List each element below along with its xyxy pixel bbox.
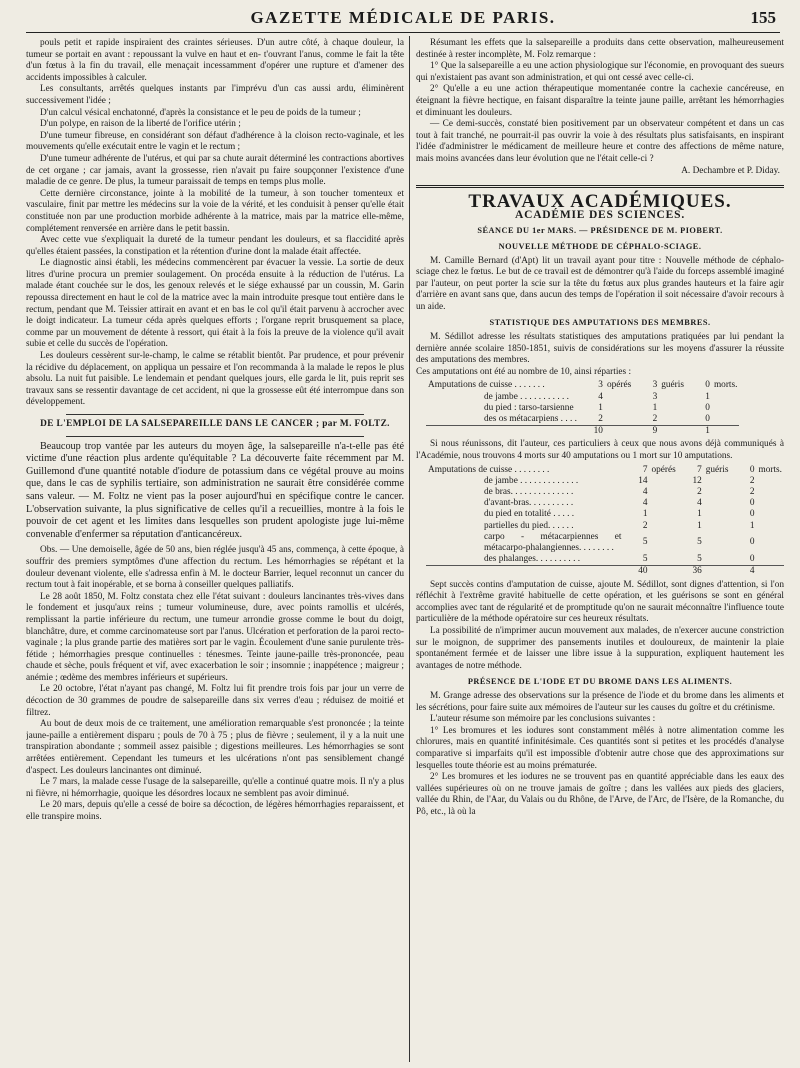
table-row [426, 532, 784, 554]
table-cell [756, 476, 784, 487]
table-cell: Amputations de cuisse . . . . . . . [428, 380, 545, 391]
left-paragraphs-1 [26, 38, 404, 409]
paragraph: M. Grange adresse des observations sur la présence de l'iode et du brome dans les aliments et les sécrétions, pour faire suite aux mémoires de l'auteur sur les causes du goître et du crétinisme. [416, 691, 784, 713]
table-cell [649, 476, 677, 487]
table-cell [756, 566, 784, 578]
table-cell: 2 [652, 414, 658, 425]
table-cell: guéris [661, 380, 684, 391]
table-cell: partielles du pied. . . . . . [484, 520, 574, 531]
table-row [426, 392, 739, 403]
table-cell: 1 [598, 402, 603, 413]
paragraph: D'une tumeur adhérente de l'utérus, et qui par sa chute aurait déterminé les contractions abortives de cet organe ; car jamais, avant la grossesse, rien n'avait pu faire soupçonner l'existence d'une maladie de ce genre. De plus, la tumeur paraissait de temps en temps plus molle. [26, 153, 404, 188]
table-cell [649, 509, 677, 520]
table-cell: 0 [749, 498, 755, 509]
table-cell: 4 [642, 487, 648, 498]
table-cell [649, 566, 677, 578]
table-cell: 5 [697, 537, 702, 548]
table-cell [605, 426, 633, 438]
journal-title: GAZETTE MÉDICALE DE PARIS. [250, 8, 556, 27]
paragraph: Beaucoup trop vantée par les auteurs du moyen âge, la salsepareille n'a-t-elle pas été victime d'une réaction plus ardente qu'équitable ? La découverte faite récemment par M. Guillemond d'une quantité notable d'iodure de potassium dans ce végétal prouve au moins que, dans le cas de syphilis tertiaire, son administration ne saurait être considérée comme sans valeur. — M. Foltz ne vient pas la poser aujourd'hui en spécifique contre le cancer. L'observation suivante, la plus significative de celles qu'il a recueillies, montre à la fois le pouvoir de cet agent et les limites dans lesquelles son prudent apologiste juge lui-même convenable d'enfermer sa réputation d'anticancéreux. [26, 440, 404, 540]
page-number: 155 [750, 8, 776, 27]
table-row [426, 465, 784, 476]
paragraph: Avec cette vue s'expliquait la dureté de la tumeur pendant les douleurs, et sa flaccidité après qu'elles étaient passées, la constipation et la rétention d'urine dont la malade était affectée. [26, 235, 404, 257]
table-cell: de bras. . . . . . . . . . . . . . [484, 487, 574, 498]
paragraph: 2° Les bromures et les iodures ne se trouvent pas en quantité appréciable dans les eaux des vallées supérieures où on ne trouve jamais de goître ; dans les vallées aux pieds des glaciers, vallée du Rhin, de l'Aar, du Valais ou du Rhône, de l'Arve, de l'Arc, de l'Isère, de la Romanche, du Pô, etc., là où la [416, 772, 784, 817]
table-cell [712, 392, 740, 403]
table-cell: 2 [749, 487, 755, 498]
table-cell [649, 521, 677, 532]
paragraph: Le 7 mars, la malade cesse l'usage de la salsepareille, qu'elle a continué quatre mois. Il n'y a plus ni fièvre, ni hémorrhagie, quoique les désordres locaux ne semblent pas avoir diminué. [26, 777, 404, 799]
table-cell: 5 [642, 537, 648, 548]
table-cell: 2 [697, 487, 702, 498]
table-row [426, 476, 784, 487]
paragraph: L'auteur résume son mémoire par les conclusions suivantes : [430, 714, 656, 725]
paragraph: D'une tumeur fibreuse, en considérant son défaut d'adhérence à la cloison recto-vaginale, et les mouvements qu'elle exécutait entre le vagin et le rectum ; [26, 130, 404, 153]
table-cell [704, 509, 731, 520]
paragraph: 2° Qu'elle a eu une action thérapeutique momentanée contre la cachexie cancéreuse, en éteignant la fièvre hectique, en faisant disparaître la teinte jaune paille, arrêtant les hémorrhagies et diminuant les douleurs. [416, 84, 784, 118]
table-cell [649, 554, 677, 566]
table-cell [756, 498, 784, 509]
heading-iode: PRÉSENCE DE L'IODE ET DU BROME DANS LES ALIMENTS. [467, 677, 733, 687]
table-cell [605, 392, 633, 403]
table-cell: des os métacarpiens . . . . [484, 414, 577, 425]
paragraph: Le 20 mars, depuis qu'elle a cessé de boire sa décoction, de légères hémorrhagies reparaissent, et elle transpire moins. [26, 800, 404, 822]
left-paragraphs-3 [26, 545, 404, 823]
signature: A. Dechambre et P. Diday. [681, 165, 780, 176]
table-cell: 1 [652, 402, 658, 413]
paragraph: Au bout de deux mois de ce traitement, une amélioration remarquable s'est prononcée ; la teinte jaune-paille a entièrement disparu ; pouls de 70 à 75 ; plus de fièvre ; seulement, il y a la nuit une transpiration abondante ; sommeil assez paisible ; digestions meilleures. Les hémorrhagies se sont arrêtées entièrement. Cependant les tumeurs et les ulcérations n'ont pas sensiblement changé d'aspect. Les douleurs lancinantes ont diminué. [26, 719, 404, 776]
table-cell [649, 498, 677, 509]
table-cell: 9 [633, 426, 659, 438]
paragraph: 1° Les bromures et les iodures sont constamment mêlés à notre alimentation comme les chlorures, mais en quantité infinitésimale. Ces quantités sont si petites et les procédés d'analyse comparative si imparfaits qu'il est impossible d'obtenir autre chose que des approximations sur lesquelles toute théorie est au moins prématurée. [416, 725, 784, 771]
paragraph: Le diagnostic ainsi établi, les médecins commencèrent par évacuer la vessie. La sortie de deux litres d'urine procura un premier soulagement. On procéda ensuite à la réduction de l'utérus. La malade étant couchée sur le dos, les genoux relevés et le siége exhaussé par un coussin, M. Garin repoussa directement en haut le col de la matrice avec la main introduite presque tout entière dans le rectum, pendant que M. Teissier attirait en avant et en bas le col qu'il était parvenu à accrocher avec le doigt indicateur. La tumeur céda après quelques efforts ; l'organe reprit brusquement sa place, comme par un mouvement de détente à ressort, qui était à la fois la preuve de la violence qu'il avait subie et celle du succès de l'opération. [26, 258, 404, 350]
table-row [426, 380, 739, 391]
table-cell: 3 [598, 380, 603, 391]
table-row [426, 521, 784, 532]
table-cell: des phalanges. . . . . . . . . . [484, 554, 581, 565]
table-cell [659, 392, 686, 403]
paragraph: Résumant les effets que la salsepareille a produits dans cette observation, malheureusement destinée à rester incomplète, M. Folz remarque : [416, 38, 784, 60]
table-cell: 4 [730, 566, 756, 578]
table-cell [704, 487, 731, 498]
table-cell [426, 566, 623, 578]
table-cell: guéris [705, 464, 729, 475]
paragraph: Le 20 octobre, l'état n'ayant pas changé, M. Foltz lui fit prendre trois fois par jour un verre de décoction de 30 grammes de poudre de salsepareille dans six verres d'eau ; réduisez de moitié et filtrez. [26, 684, 404, 718]
table-cell: 10 [579, 426, 605, 438]
section-divider [66, 414, 364, 415]
table-cell: 7 [697, 464, 702, 475]
right-column [416, 38, 784, 1060]
page-header [26, 6, 780, 33]
table-cell: 0 [705, 402, 710, 413]
table-row [426, 403, 739, 414]
table-cell: carpo - métacarpiennes et métacarpo-phalangiennes. . . . . . . . [484, 531, 622, 554]
section-divider [66, 436, 364, 437]
table-cell: d'avant-bras. . . . . . . . . . [484, 498, 574, 509]
paragraph-cephalo: M. Camille Bernard (d'Apt) lit un travail ayant pour titre : Nouvelle méthode de céphalo-sciage chez le fœtus. Le but de ce travail est de démontrer qu'à l'aide du forceps assemblé imaginé par l'auteur, on peut porter la scie sur la tête du fœtus aux plus grandes hauteurs et la faire agir d'arrière en avant sans que, dans aucun des temps de l'opération il soit nécessaire d'avoir recours à un aide. [416, 255, 784, 312]
table-cell: 36 [678, 566, 704, 578]
amputation-table-1 [426, 380, 739, 437]
double-rule [416, 185, 784, 188]
table-cell [704, 476, 731, 487]
paragraph: 1° Que la salsepareille a eu une action physiologique sur l'économie, en provoquant des sueurs qui n'existaient pas avant son administration, et qui ont cessé avec celle-ci. [416, 61, 784, 83]
table-cell [756, 554, 784, 566]
heading-statistique: STATISTIQUE DES AMPUTATIONS DES MEMBRES. [489, 318, 711, 328]
table-cell [704, 566, 731, 578]
table-cell: 12 [692, 475, 702, 486]
table-cell [426, 426, 579, 438]
paragraph: pouls petit et rapide inspiraient des craintes sérieuses. D'un autre côté, à chaque douleur, la tumeur se portait en avant : repoussant la vulve en haut et en- t'ouvrant l'anus, comme le fait la tête d'un fœtus à la fin du travail, elle menaçait incessamment d'opérer une rupture et d'amener des accidents impossibles à calculer. [26, 38, 404, 83]
table-cell [756, 509, 784, 520]
table-cell: 4 [697, 498, 702, 509]
paragraph: D'un polype, en raison de la liberté de l'orifice utérin ; [40, 119, 241, 130]
table-cell [649, 532, 677, 554]
paragraph: La possibilité de n'imprimer aucun mouvement aux malades, de n'exercer aucune constriction sur le moignon, de supprimer des pansements inutiles et douloureux, de maintenir la plaie spontanément fermée et de laisser une libre issue à la suppuration, expliquent hautement les avantages de notre méthode. [416, 626, 784, 671]
table-cell: 0 [749, 509, 755, 520]
paragraph-union: Si nous réunissons, dit l'auteur, ces particuliers à ceux que nous avons déjà communiqués à l'Académie, nous trouvons 4 morts sur 40 amputations ou 1 mort sur 10 amputations. [416, 439, 784, 462]
paragraph: — Ce demi-succès, constaté bien positivement par un observateur compétent et dans un cas tout à fait tranché, ne pourrait-il pas ouvrir la voie à des résultats plus satisfaisants, en inspirant l'idée d'administrer le médicament de meilleure heure et contre des affections de même nature, mais moins avancées dans leur évolution que ne l'était celle-ci ? [416, 119, 784, 164]
table-cell: du pied : tarso-tarsienne [484, 402, 574, 413]
table-cell: 7 [642, 464, 648, 475]
column-divider [409, 36, 410, 1062]
table-cell: Amputations de cuisse . . . . . . . . [428, 464, 550, 475]
table-cell: 0 [705, 380, 710, 391]
table-cell: 1 [686, 426, 712, 438]
table-cell: 0 [749, 464, 755, 475]
paragraph: Obs. — Une demoiselle, âgée de 50 ans, bien réglée jusqu'à 45 ans, commença, à cette époque, à souffrir des premiers symptômes d'une affection du rectum. Les hémorrhagies se répétant et la douleur devenant violente, elle s'adressa enfin à M. le docteur Barrier, lequel reconnut un cancer du rectum tout à fait inopérable, et se borna à conseiller quelques palliatifs. [26, 545, 404, 591]
heading-cephalo: NOUVELLE MÉTHODE DE CÉPHALO-SCIAGE. [498, 241, 702, 251]
table-cell: 2 [749, 475, 755, 486]
table-cell [712, 426, 740, 438]
table-total-row [426, 426, 739, 438]
table-cell [704, 532, 731, 554]
table-cell [659, 403, 686, 414]
section-title-travaux: TRAVAUX ACADÉMIQUES. [468, 191, 732, 213]
table-cell [704, 498, 731, 509]
table-cell: de jambe . . . . . . . . . . . . . [484, 475, 579, 486]
table-row [426, 498, 784, 509]
table-cell: opérés [651, 464, 676, 475]
table-cell: 1 [705, 391, 710, 402]
paragraph-repartition: Ces amputations ont été au nombre de 10, ainsi réparties : [416, 366, 632, 377]
table-cell [712, 403, 740, 414]
table-cell: 1 [749, 520, 755, 531]
table-cell: 40 [623, 566, 649, 578]
table-row [426, 414, 739, 426]
amputation-table-2 [426, 465, 784, 578]
left-column [26, 38, 404, 1060]
paragraph: Cette dernière circonstance, jointe à la mobilité de la tumeur, à son toucher tomenteux et vasculaire, finit par mettre les médecins sur la voie de la vérité, et les conduisit à penser qu'elle était constituée non par une production morbide adhérente à la matrice, mais par la matrice elle-même, complétement renversée en arrière dans le petit bassin. [26, 188, 404, 234]
table-cell: 0 [749, 554, 755, 565]
table-cell: 1 [642, 509, 648, 520]
paragraph: Sept succès contins d'amputation de cuisse, ajoute M. Sédillot, sont dignes d'attention, si l'on réfléchit à l'extrême gravité habituelle de cette opération, et les guérisons se sont en général accomplies avec tant de régularité et de promptitude qu'on ne saurait méconnaître l'influence toute particulière de la méthode opératoire sur ces heureux résultats. [416, 579, 784, 625]
paragraph: Les consultants, arrêtés quelques instants par l'imprévu d'un cas aussi ardu, éliminèrent successivement l'idée ; [26, 84, 404, 106]
paragraph-statistique: M. Sédillot adresse les résultats statistiques des amputations pratiquées par lui pendant la dernière année scolaire 1850-1851, suivis de considérations sur les moyens d'assurer la réussite des amputations des membres. [416, 332, 784, 366]
table-cell: opérés [606, 380, 632, 391]
right-paragraphs-1 [416, 38, 784, 166]
table-total-row [426, 566, 784, 578]
table-cell [704, 554, 731, 566]
table-cell: 0 [749, 537, 755, 548]
table-cell: 1 [697, 509, 702, 520]
table-cell: morts. [758, 464, 782, 475]
right-paragraphs-3 [416, 691, 784, 819]
table-cell: morts. [713, 380, 738, 391]
table-cell [659, 426, 686, 438]
subtitle-academie: ACADÉMIE DES SCIENCES. [514, 208, 685, 221]
table-row [426, 554, 784, 566]
table-cell: 2 [642, 520, 648, 531]
paragraph: Les douleurs cessèrent sur-le-champ, le calme se rétablit bientôt. Par prudence, et pour prévenir la récidive du déplacement, on appliqua un pessaire et l'on recommanda à la malade le repos le plus absolu. La nuit fut paisible. Le lendemain et pendant quelques jours, elle garda le lit, puis reprit ses travaux sans se ressentir davantage de cet accident, ni que la grossesse eût été interrompue dans son développement. [26, 351, 404, 408]
table-row [426, 509, 784, 520]
table-cell: 14 [638, 475, 648, 486]
table-cell [756, 532, 784, 554]
paragraph: Le 28 août 1850, M. Foltz constata chez elle l'état suivant : douleurs lancinantes très-vives dans le fondement et jusqu'aux reins ; tumeur volumineuse, dure, avec points ramollis et ulcérés, remplissant la partie inférieure du rectum, une tumeur arrondie grosse comme le bout du doigt, blanchâtre, dure, et comme carcinomateuse sort par l'anus. Ulcération et perforation de la paroi recto-vaginale ; la plus grande partie des matières sort par le vagin. Écoulement d'une sanie purulente très-fétide ; hémorrhagies presque continuelles : ténesmes. Teinte jaune-paille très-prononcée, peau chaude et sèche, pouls fréquent et vif, avec exacerbation le soir ; insomnie ; inappétence ; maigreur ; anémie ; œdème des membres inférieurs et supérieurs. [26, 591, 404, 683]
right-paragraphs-2 [416, 580, 784, 673]
table-cell [712, 414, 740, 426]
table-cell: de jambe . . . . . . . . . . . [484, 391, 569, 402]
table-cell: 2 [598, 414, 603, 425]
left-paragraphs-2 [26, 441, 404, 542]
table-cell: 5 [697, 554, 702, 565]
table-cell: 4 [598, 391, 603, 402]
table-cell: 5 [642, 554, 648, 565]
table-cell [704, 521, 731, 532]
table-cell [659, 414, 686, 426]
section-heading-salsepareille: DE L'EMPLOI DE LA SALSEPAREILLE DANS LE CANCER ; par M. FOLTZ. [40, 419, 390, 429]
table-cell: 3 [652, 380, 658, 391]
table-cell [605, 414, 633, 426]
table-cell [649, 487, 677, 498]
paragraph: D'un calcul vésical enchatonné, d'après la consistance et le peu de poids de la tumeur ; [40, 107, 361, 118]
table-cell [756, 521, 784, 532]
table-cell: 0 [705, 414, 710, 425]
seance-line: SÉANCE DU 1er MARS. — PRÉSIDENCE DE M. PIOBERT. [477, 226, 723, 236]
table-cell [605, 403, 633, 414]
table-cell: 1 [697, 520, 702, 531]
table-cell: du pied en totalité . . . . . [484, 509, 575, 520]
table-row [426, 487, 784, 498]
table-cell: 3 [652, 391, 658, 402]
table-cell: 4 [642, 498, 648, 509]
table-cell [756, 487, 784, 498]
